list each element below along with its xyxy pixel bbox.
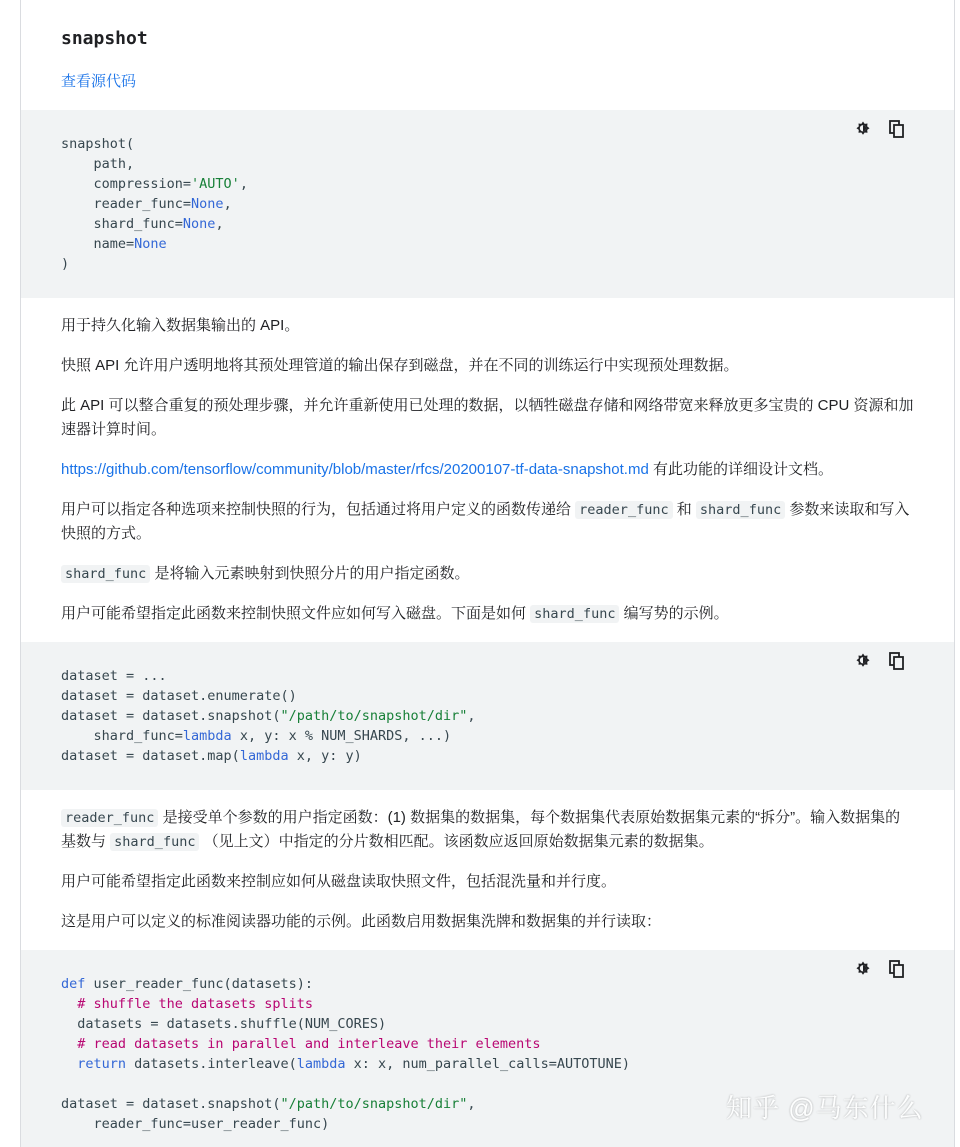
code-token: reader_func= <box>61 196 192 212</box>
code-content <box>61 134 248 274</box>
paragraph-text: 是接受单个参数的用户指定函数：(1) 数据集的数据集，每个数据集代表原始数据集元素的“拆分”。输入数据集的基数与 <box>61 809 901 850</box>
code-token-kw: lambda <box>296 1056 346 1072</box>
code-token-kw: None <box>191 196 224 212</box>
paragraph-text: 是将输入元素映射到快照分片的用户指定函数。 <box>150 565 470 582</box>
code-token: dataset = dataset.snapshot( <box>61 1096 281 1112</box>
inline-code: shard_func <box>61 565 150 583</box>
code-token <box>61 1036 77 1052</box>
code-content <box>61 666 476 766</box>
design-doc-link[interactable]: https://github.com/tensorflow/community/blob/master/rfcs/20200107-tf-data-snapshot.md <box>61 461 649 478</box>
paragraph-text: 有此功能的详细设计文档。 <box>648 461 833 478</box>
paragraph-text: 编写势的示例。 <box>619 605 729 622</box>
code-token <box>61 1056 77 1072</box>
paragraph-text: 用户可以指定各种选项来控制快照的行为，包括通过将用户定义的函数传递给 <box>61 501 576 518</box>
code-token-str: 'AUTO' <box>191 176 240 192</box>
code-token: , <box>223 196 232 212</box>
paragraph: 此 API 可以整合重复的预处理步骤，并允许重新使用已处理的数据，以牺牲磁盘存储和网络带宽来释放更多宝贵的 CPU 资源和加速器计算时间。 <box>61 397 914 438</box>
code-token: shard_func= <box>61 728 183 744</box>
code-token: x, y: x % NUM_SHARDS, ...) <box>231 728 452 744</box>
code-token-kw: None <box>134 236 167 252</box>
paragraph: 用于持久化输入数据集输出的 API。 <box>61 317 300 334</box>
code-token-kw: lambda <box>239 748 289 764</box>
code-token: user_reader_func(datasets): <box>85 976 313 992</box>
paragraph-text: 参数来读取和写入快照的方式。 <box>61 501 910 542</box>
inline-code: reader_func <box>575 501 672 519</box>
paragraph-shard-example <box>61 602 921 626</box>
code-token: name= <box>61 236 135 252</box>
code-token: path, <box>61 156 135 172</box>
code-block-signature <box>21 110 954 298</box>
inline-code: shard_func <box>110 833 199 851</box>
code-content <box>61 974 630 1134</box>
paragraph: 用户可能希望指定此函数来控制应如何从磁盘读取快照文件，包括混洗量和并行度。 <box>61 873 617 890</box>
code-token: datasets = datasets.shuffle(NUM_CORES) <box>61 1016 387 1032</box>
code-token-kw: lambda <box>182 728 232 744</box>
watermark: 知乎 @马东什么 <box>726 1093 924 1123</box>
code-token-kw: None <box>182 216 216 232</box>
paragraph-options <box>61 498 921 546</box>
code-token-cm: # shuffle the datasets splits <box>77 996 313 1012</box>
paragraph-design-doc <box>61 458 941 482</box>
code-toolbar <box>852 118 908 140</box>
copy-icon[interactable] <box>886 118 908 140</box>
paragraph-text: （见上文）中指定的分片数相匹配。该函数应返回原始数据集元素的数据集。 <box>199 833 714 850</box>
code-token: ) <box>61 256 70 272</box>
code-token: , <box>215 216 224 232</box>
code-token-cm: # read datasets in parallel and interleave their elements <box>77 1036 541 1052</box>
inline-code: shard_func <box>530 605 619 623</box>
code-token: dataset = ... <box>61 668 167 684</box>
code-token: , <box>239 176 248 192</box>
code-token: x, y: y) <box>288 748 362 764</box>
code-block-shard-example <box>21 642 954 790</box>
code-toolbar <box>852 650 908 672</box>
inline-code: reader_func <box>61 809 158 827</box>
code-token-kw: def <box>61 976 86 992</box>
doc-page <box>20 0 955 1147</box>
code-token <box>61 996 77 1012</box>
paragraph: 这是用户可以定义的标准阅读器功能的示例。此函数启用数据集洗牌和数据集的并行读取： <box>61 913 662 930</box>
code-token: shard_func= <box>61 216 183 232</box>
paragraph: 快照 API 允许用户透明地将其预处理管道的输出保存到磁盘，并在不同的训练运行中实现预处理数据。 <box>61 357 739 374</box>
theme-toggle-icon[interactable] <box>852 958 874 980</box>
theme-toggle-icon[interactable] <box>852 650 874 672</box>
copy-icon[interactable] <box>886 958 908 980</box>
paragraph-text: 用户可能希望指定此函数来控制快照文件应如何写入磁盘。下面是如何 <box>61 605 531 622</box>
code-token-kw: return <box>77 1056 127 1072</box>
view-source-link[interactable]: 查看源代码 <box>61 73 137 90</box>
paragraph-shard-func <box>61 562 921 586</box>
code-token: , <box>467 708 476 724</box>
code-token: x: x, num_parallel_calls=AUTOTUNE) <box>345 1056 630 1072</box>
code-toolbar <box>852 958 908 980</box>
code-token-str: "/path/to/snapshot/dir" <box>280 1096 468 1112</box>
page-title: snapshot <box>61 28 148 49</box>
copy-icon[interactable] <box>886 650 908 672</box>
paragraph-reader-func <box>61 806 911 854</box>
code-token-str: "/path/to/snapshot/dir" <box>280 708 468 724</box>
code-token: dataset = dataset.enumerate() <box>61 688 297 704</box>
code-token: dataset = dataset.map( <box>61 748 240 764</box>
theme-toggle-icon[interactable] <box>852 118 874 140</box>
code-token: compression= <box>61 176 192 192</box>
inline-code: shard_func <box>696 501 785 519</box>
code-token: , <box>467 1096 476 1112</box>
code-token: reader_func=user_reader_func) <box>61 1116 330 1132</box>
code-token: snapshot( <box>61 136 135 152</box>
paragraph-text: 和 <box>672 501 696 518</box>
code-token: datasets.interleave( <box>126 1056 297 1072</box>
code-token: dataset = dataset.snapshot( <box>61 708 281 724</box>
